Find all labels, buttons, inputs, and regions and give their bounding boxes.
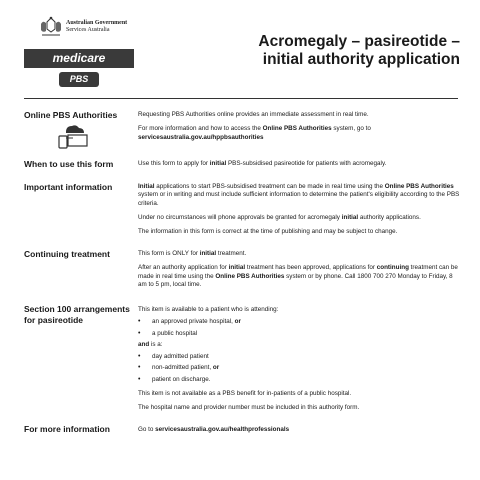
online-p2 [138,125,463,142]
when-p1 [138,160,463,168]
bullet-text: an approved private hospital, [152,318,235,326]
more-info-heading: For more information [24,424,110,434]
important-text-1: applications to start PBS-subsidised treatment can be made in real time using the [154,183,385,190]
continuing-p2-c: treatment has been approved, applications for [245,264,377,272]
important-p1 [138,183,463,208]
continuing-p2-d: continuing [376,264,409,272]
computer-devices-icon [57,123,89,149]
important-p2-text-end: authority applications. [358,213,421,221]
bullet-bold: or [234,318,241,326]
more-text: Go to [138,426,156,433]
important-text-2: system or in writing and must include sufficient information to determine the patient's eligibility according to the PBS criteria. [138,191,460,207]
section-100-intro: This item is available to a patient who is attending: [138,306,279,313]
important-info-heading: Important information [24,182,113,192]
list-item [138,364,463,372]
title-line-2: initial authority application [262,51,460,68]
continuing-p2 [138,264,463,289]
important-bold-1: Initial [138,183,155,190]
continuing-p2-b: initial [228,264,246,272]
more-info-body [138,426,463,440]
gov-name: Australian Government [66,20,128,26]
list-item [138,353,463,361]
continuing-p2-g: system or by phone. Call 1800 700 270 Monday to Friday, 8 am to 5 pm, local time. [138,272,453,288]
bullet-text: patient on discharge. [152,375,211,383]
when-to-use-body [138,160,463,174]
header-divider [24,98,458,99]
title-line-1: Acromegaly – pasireotide – [258,33,460,50]
important-p2 [138,214,463,222]
section-100-heading-line-2: for pasireotide [24,315,84,325]
section-100-and [138,341,463,349]
continuing-treatment-body [138,250,463,295]
more-p1 [138,426,463,434]
section-100-heading [24,304,134,326]
continuing-p2-e: treatment can be made in real time using the [138,264,458,280]
when-bold: initial [209,160,227,167]
when-text-end: PBS-subsidised pasireotide for patients with acromegaly. [226,160,387,167]
important-p3: The information in this form is correct at the time of publishing and may be subject to change. [138,228,398,236]
hppbsauthorities-link[interactable]: servicesaustralia.gov.au/hppbsauthorities [138,133,264,141]
and-bold: and [138,340,150,348]
pbs-logo: PBS [59,72,99,87]
continuing-p1-bold: initial [199,250,217,257]
online-authorities-body [138,111,463,148]
gov-text [66,20,127,34]
medicare-logo: medicare [24,49,134,68]
bullet-bold: or [212,364,220,372]
continuing-p2-a: After an authority application for [138,264,229,272]
important-p2-bold: initial [341,213,359,221]
section-100-heading-line-1: Section 100 arrangements [24,304,130,314]
important-p2-text: Under no circumstances will phone approvals be granted for acromegaly [138,213,342,221]
agency-name: Services Australia [66,27,110,33]
important-info-body [138,183,463,242]
continuing-p1 [138,250,463,258]
list-item [138,318,463,326]
page-title [200,33,460,69]
important-bold-2: Online PBS Authorities [384,183,454,190]
continuing-treatment-heading: Continuing treatment [24,249,110,259]
list-item [138,330,463,338]
section-100-p2: This item is not available as a PBS benefit for in-patients of a public hospital. [138,390,352,398]
online-p2-bold: Online PBS Authorities [262,125,332,133]
section-100-p3: The hospital name and provider number must be included in this authority form. [138,404,360,412]
healthprofessionals-link[interactable]: servicesaustralia.gov.au/healthprofessionals [155,426,290,433]
and-text: is a: [149,340,163,348]
online-p2-text-end: system, go to [331,125,371,133]
continuing-p1-text: This form is ONLY for [138,250,200,257]
when-to-use-heading: When to use this form [24,159,114,169]
bullet-text: non-admitted patient, [152,364,213,372]
online-p2-text: For more information and how to access the [138,125,263,133]
bullet-text: day admitted patient [152,353,209,361]
bullet-text: a public hospital [152,329,198,337]
coat-of-arms-icon [38,16,64,38]
online-authorities-heading: Online PBS Authorities [24,110,118,120]
section-100-body [138,306,463,419]
online-p1: Requesting PBS Authorities online provides an immediate assessment in real time. [138,111,369,118]
continuing-p1-text-end: treatment. [216,250,247,257]
list-item [138,376,463,384]
when-text: Use this form to apply for [138,160,210,167]
continuing-p2-f: Online PBS Authorities [215,272,285,280]
